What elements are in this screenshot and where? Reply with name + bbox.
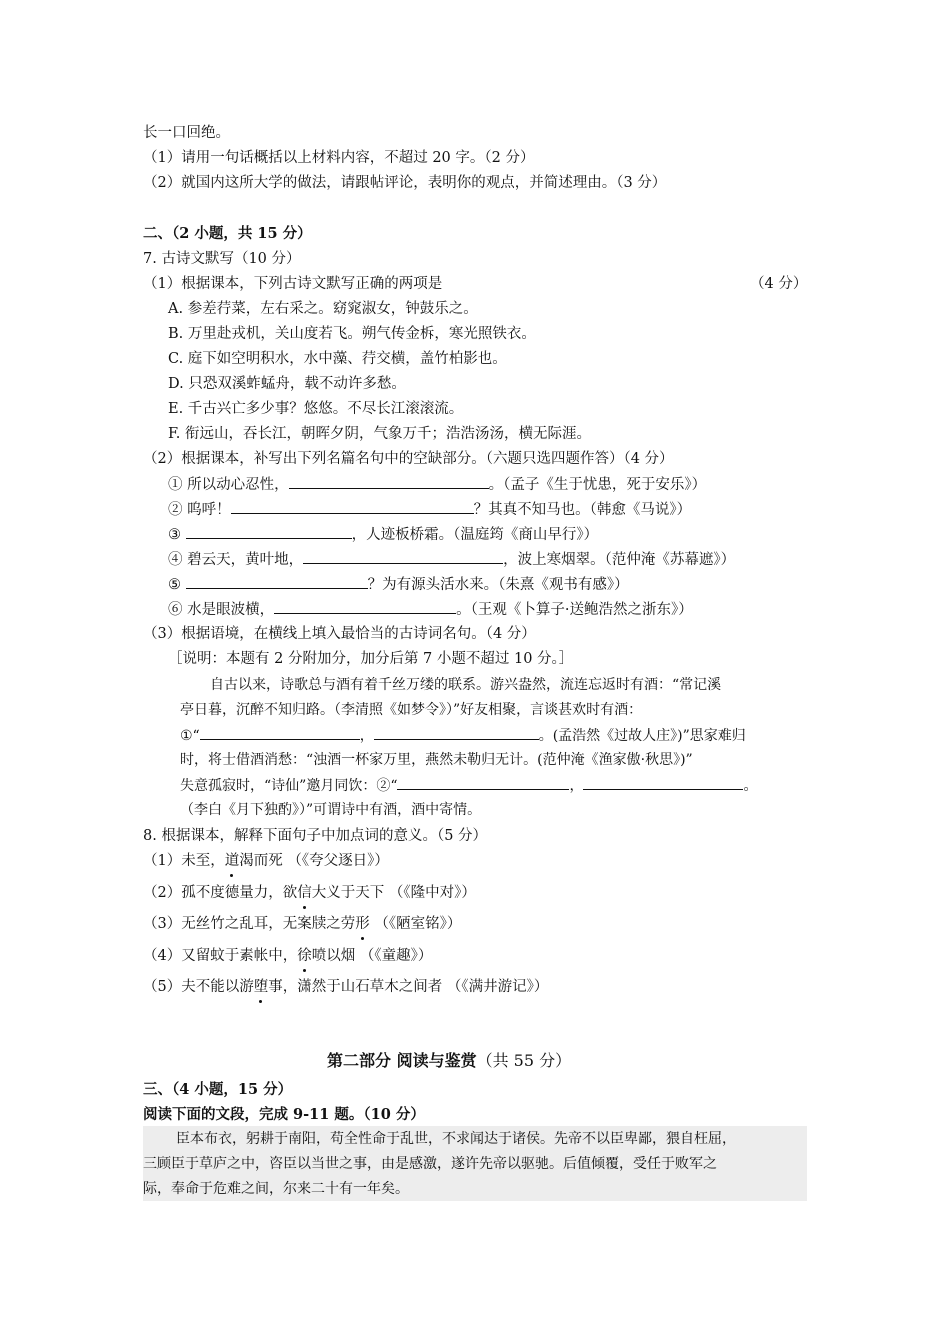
part-2-title (327, 1051, 571, 1071)
question-7-1-score: （4 分） (750, 276, 808, 292)
answer-blank[interactable] (186, 524, 352, 539)
fill-number: ① (168, 477, 183, 493)
fill-prefix: 呜呼！ (187, 502, 231, 518)
option-d: D. 只恐双溪蚱蜢舟，载不动许多愁。 (168, 376, 406, 392)
passage-line-2: 亭日暮，沉醉不知归路。（李清照《如梦令》）”好友相聚，言谈甚欢时有酒： (180, 702, 643, 718)
option-a: A. 参差荇菜，左右采之。窈窕淑女，钟鼓乐之。 (168, 301, 478, 317)
fill-suffix: ，人迹板桥霜。（温庭筠《商山早行》） (351, 527, 599, 543)
answer-blank[interactable] (289, 474, 489, 489)
passage-text: ①“ (180, 728, 200, 744)
fill-suffix: ？其真不知马也。（韩愈《马说》） (473, 502, 692, 518)
passage-line-1: 自古以来，诗歌总与酒有着千丝万缕的联系。游兴盎然，流连忘返时有酒：“常记溪 (210, 677, 722, 693)
option-f: F. 衔远山，吞长江，朝晖夕阴，气象万千；浩浩汤汤，横无际涯。 (168, 426, 592, 442)
item-text: 喷以烟 （《童趣》） (311, 948, 433, 964)
passage-text: 失意孤寂时，“诗仙”邀月同饮：②“ (180, 778, 398, 794)
fill-suffix: ？为有源头活水来。（朱熹《观书有感》） (367, 577, 629, 593)
bonus-note: ［说明：本题有 2 分附加分，加分后第 7 小题不超过 10 分。］ (168, 651, 574, 667)
question-7-1-label: （1）根据课本，下列古诗文默写正确的两项是 (143, 276, 443, 292)
section-3-header: 三、（4 小题，15 分） (143, 1081, 293, 1098)
dotted-word: 徐 (297, 948, 312, 964)
answer-blank[interactable] (583, 775, 743, 790)
item-text: （3）无丝竹之乱耳，无案牍之劳 (143, 916, 356, 932)
item-text: （2）孤不度德量力，欲 (143, 885, 298, 901)
fill-suffix: 。（孟子《生于忧患，死于安乐》） (488, 477, 707, 493)
question-6-1: （1）请用一句话概括以上材料内容，不超过 20 字。（2 分） (143, 150, 535, 166)
answer-blank[interactable] (397, 775, 569, 790)
question-7-title: 7. 古诗文默写（10 分） (143, 251, 301, 267)
passage-line-3 (180, 725, 746, 746)
fill-item-1 (168, 474, 706, 495)
fill-item-3 (168, 524, 598, 545)
dotted-word: 堕 (253, 979, 269, 995)
answer-blank[interactable] (303, 549, 503, 564)
fill-prefix: 碧云天，黄叶地， (187, 552, 304, 568)
fill-number: ② (168, 502, 183, 518)
item-text: （1）未至， (143, 853, 225, 869)
q8-item-2 (143, 883, 476, 903)
part-title-score: （共 55 分） (476, 1051, 572, 1070)
question-8-title: 8. 根据课本，解释下面句子中加点词的意义。（5 分） (143, 828, 488, 844)
question-6-2: （2）就国内这所大学的做法，请跟帖评论，表明你的观点，并简述理由。（3 分） (143, 175, 667, 191)
q8-item-3 (143, 914, 461, 934)
passage-line-5 (180, 775, 757, 796)
passage-text: ， (569, 778, 584, 794)
fill-item-4 (168, 549, 735, 570)
answer-blank[interactable] (274, 599, 456, 614)
fill-prefix: 水是眼波横， (187, 602, 275, 618)
excerpt-line-2: 三顾臣于草庐之中，咨臣以当世之事，由是感激，遂许先帝以驱驰。后值倾覆，受任于败军之 (143, 1156, 717, 1172)
fill-number: ③ (168, 527, 181, 543)
answer-blank[interactable] (186, 574, 368, 589)
excerpt-line-3: 际，奉命于危难之间，尔来二十有一年矣。 (143, 1181, 409, 1197)
fill-item-5 (168, 574, 629, 595)
passage-text: ， (359, 728, 374, 744)
continued-text: 长一口回绝。 (143, 125, 230, 141)
item-text: （5）夫不能以游 (143, 979, 254, 995)
dotted-word: 形 (355, 916, 370, 932)
fill-prefix: 所以动心忍性， (187, 477, 289, 493)
fill-suffix: ，波上寒烟翠。（范仲淹《苏幕遮》） (503, 552, 736, 568)
fill-suffix: 。（王观《卜算子·送鲍浩然之浙东》） (456, 602, 693, 618)
dotted-word: 信 (297, 885, 312, 901)
item-text: （《陋室铭》） (369, 916, 462, 932)
fill-item-6 (168, 599, 693, 620)
q8-item-1 (143, 851, 389, 871)
answer-blank[interactable] (374, 725, 539, 740)
fill-number: ⑥ (168, 602, 183, 618)
reading-instruction: 阅读下面的文段，完成 9-11 题。（10 分） (143, 1106, 425, 1123)
passage-text: 。(孟浩然《过故人庄》)”思家难归 (538, 728, 746, 744)
option-c: C. 庭下如空明积水，水中藻、荇交横，盖竹柏影也。 (168, 351, 507, 367)
passage-text: 。 (743, 778, 758, 794)
fill-item-2 (168, 499, 691, 520)
option-e: E. 千古兴亡多少事？悠悠。不尽长江滚滚流。 (168, 401, 464, 417)
option-b: B. 万里赴戎机，关山度若飞。朔气传金柝，寒光照铁衣。 (168, 326, 536, 342)
item-text: （4）又留蚊于素帐中， (143, 948, 298, 964)
dotted-word: 道 (224, 853, 240, 869)
q8-item-4 (143, 946, 432, 966)
passage-line-6: （李白《月下独酌》）”可谓诗中有酒，酒中寄情。 (180, 802, 482, 818)
answer-blank[interactable] (200, 725, 360, 740)
part-title-text: 第二部分 阅读与鉴赏 (327, 1051, 477, 1070)
q8-item-5 (143, 977, 548, 997)
answer-blank[interactable] (231, 499, 474, 514)
fill-number: ⑤ (168, 577, 181, 593)
item-text: 大义于天下 （《隆中对》） (311, 885, 476, 901)
question-7-3-label: （3）根据语境，在横线上填入最恰当的古诗词名句。（4 分） (143, 626, 536, 642)
item-text: 事，潇然于山石草木之间者 （《满井游记》） (268, 979, 549, 995)
passage-line-4: 时，将士借酒消愁：“浊酒一杯家万里，燕然未勒归无计。(范仲淹《渔家傲·秋思》)” (180, 752, 693, 768)
section-2-header: 二、（2 小题，共 15 分） (143, 225, 312, 242)
question-7-2-label: （2）根据课本，补写出下列名篇名句中的空缺部分。（六题只选四题作答）（4 分） (143, 451, 674, 467)
fill-number: ④ (168, 552, 183, 568)
excerpt-line-1: 臣本布衣，躬耕于南阳，苟全性命于乱世，不求闻达于诸侯。先帝不以臣卑鄙，猥自枉屈， (176, 1131, 736, 1147)
item-text: 渴而死 （《夸父逐日》） (239, 853, 389, 869)
